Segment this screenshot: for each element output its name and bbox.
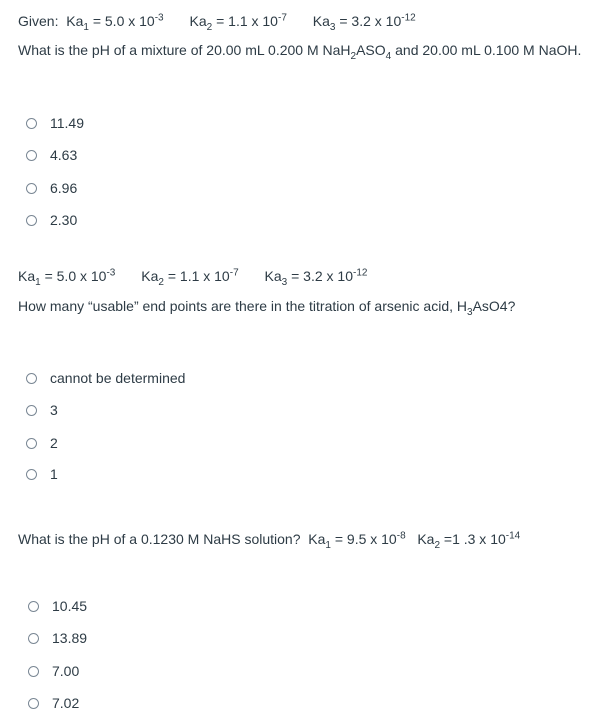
option-label: 7.02	[52, 695, 80, 711]
q1-option-4[interactable]	[26, 211, 77, 229]
option-label: 4.63	[50, 147, 78, 163]
radio-button[interactable]	[28, 698, 39, 709]
radio-button[interactable]	[26, 118, 37, 129]
q3-question-text: What is the pH of a 0.1230 M NaHS solution?	[18, 531, 301, 547]
option-label: 2	[50, 435, 58, 451]
q2-option-1[interactable]	[26, 369, 185, 387]
q2-given-line	[18, 267, 368, 288]
q3-option-2[interactable]	[28, 629, 87, 647]
option-label: 10.45	[52, 598, 88, 614]
q3-ka1: $Ka_1 = 9.5$ x $10^{-8}$	[308, 530, 406, 551]
q3-ka2: $Ka_2 =1$ .3 x $10^{-14}$	[417, 530, 521, 551]
q2-ka3: $Ka_3 = 3.2$ x $10^{-12}$	[264, 267, 368, 288]
radio-button[interactable]	[26, 373, 37, 384]
option-label: 7.00	[52, 663, 80, 679]
option-label: 1	[50, 466, 58, 482]
q3-option-3[interactable]	[28, 662, 79, 680]
q3-option-4[interactable]	[28, 694, 79, 712]
radio-button[interactable]	[26, 150, 37, 161]
option-label: 3	[50, 402, 58, 418]
option-label: cannot be determined	[50, 370, 186, 386]
q1-option-3[interactable]	[26, 179, 77, 197]
radio-button[interactable]	[26, 215, 37, 226]
q2-option-4[interactable]	[26, 465, 58, 483]
q1-given-prefix: Given:	[18, 13, 59, 29]
q1-option-2[interactable]	[26, 146, 77, 164]
radio-button[interactable]	[28, 601, 39, 612]
radio-button[interactable]	[26, 183, 37, 194]
q2-ka2: $Ka_2 = 1.1$ x $10^{-7}$	[141, 267, 239, 288]
radio-button[interactable]	[28, 666, 39, 677]
q3-option-1[interactable]	[28, 597, 87, 615]
radio-button[interactable]	[26, 405, 37, 416]
q1-given-line	[18, 12, 416, 33]
q2-option-2[interactable]	[26, 401, 58, 419]
q2-question-text: How many “usable” end points are there in the titration of arsenic acid, $H_3AsO4$?	[18, 298, 516, 318]
option-label: 2.30	[50, 212, 78, 228]
radio-button[interactable]	[26, 469, 37, 480]
radio-button[interactable]	[28, 633, 39, 644]
option-label: 11.49	[50, 115, 84, 131]
q1-question-text: What is the pH of a mixture of 20.00 mL 0.200 M $NaH_2ASO_4$ and 20.00 mL 0.100 M NaOH.	[18, 42, 582, 62]
q3-question-line	[18, 530, 521, 551]
option-label: 6.96	[50, 180, 78, 196]
option-label: 13.89	[52, 630, 88, 646]
q1-option-1[interactable]	[26, 114, 84, 132]
radio-button[interactable]	[26, 438, 37, 449]
q1-ka3: $Ka_3 = 3.2$ x $10^{-12}$	[312, 12, 416, 33]
q2-option-3[interactable]	[26, 434, 58, 452]
q2-ka1: $Ka_1 = 5.0$ x $10^{-3}$	[18, 267, 116, 288]
q1-ka2: $Ka_2 = 1.1$ x $10^{-7}$	[189, 12, 287, 33]
q1-ka1: $Ka_1 = 5.0$ x $10^{-3}$	[66, 12, 164, 33]
